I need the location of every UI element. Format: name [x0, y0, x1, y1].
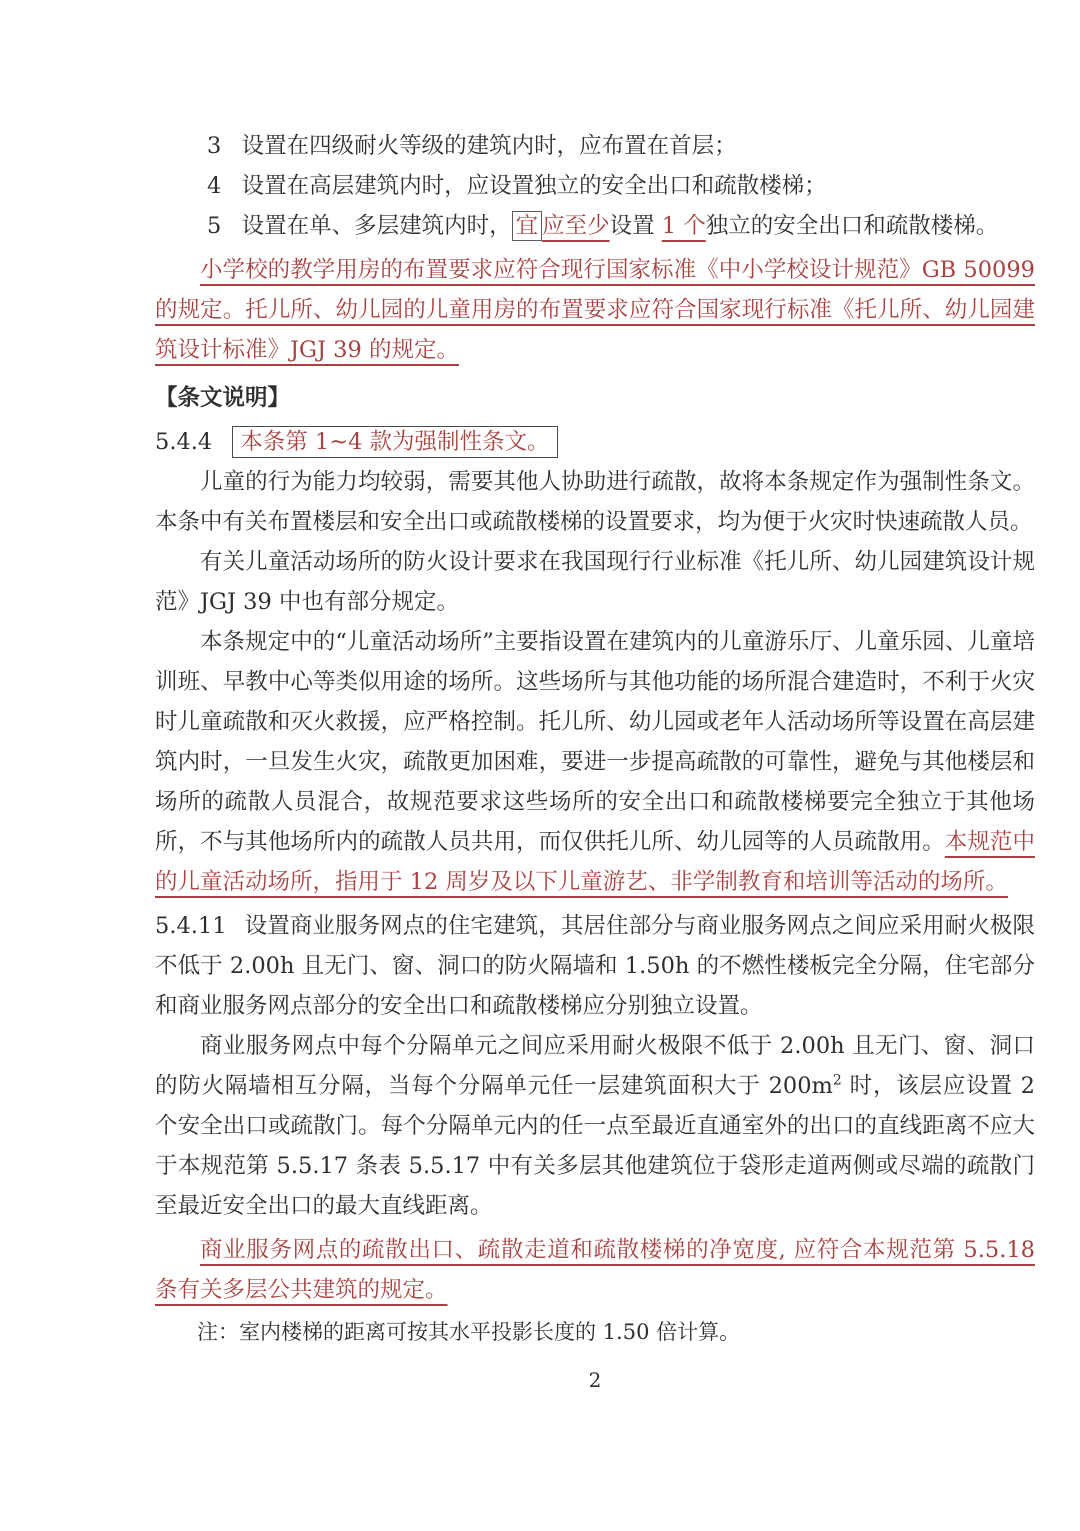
item-number: 4	[207, 173, 222, 199]
clause-text: 设置商业服务网点的住宅建筑，其居住部分与商业服务网点之间应采用耐火极限不低于 2.00h 且无门、窗、洞口的防火隔墙和 1.50h 的不燃性楼板完全分隔，住宅部分和商业服务网点部分的安全出口和疏散楼梯应分别独立设置。	[155, 913, 1035, 1019]
item-text: 独立的安全出口和疏散楼梯。	[705, 213, 999, 239]
body-text: 有关儿童活动场所的防火设计要求在我国现行行业标准《托儿所、幼儿园建筑设计规范》JGJ 39 中也有部分规定。	[155, 549, 1035, 615]
list-item-3	[155, 126, 1035, 166]
item-text: 设置	[609, 213, 662, 239]
clause-5-4-4	[155, 422, 1035, 462]
revision-text: 本规范中的儿童活动场所，指用于 12 周岁及以下儿童游艺、非学制教育和培训等活动的场所。	[155, 829, 1035, 895]
deleted-term-boxed: 宜	[512, 211, 543, 241]
clause-5-4-11	[155, 906, 1035, 1026]
item-text: 设置在单、多层建筑内时，	[241, 213, 512, 239]
list-item-4	[155, 166, 1035, 206]
item-number: 5	[207, 213, 222, 239]
superscript: 2	[832, 1072, 842, 1089]
revision-paragraph-school	[155, 250, 1035, 370]
revision-paragraph-width	[155, 1230, 1035, 1310]
list-item-5	[155, 206, 1035, 246]
explanation-paragraph-children-ability	[155, 462, 1035, 542]
item-text: 设置在四级耐火等级的建筑内时，应布置在首层；	[241, 133, 737, 159]
body-text: 商业服务网点中每个分隔单元之间应采用耐火极限不低于 2.00h 且无门、窗、洞口的防火隔墙相互分隔，当每个分隔单元任一层建筑面积大于 200m	[155, 1033, 1035, 1099]
document-content	[155, 126, 1035, 1352]
page-number: 2	[588, 1368, 602, 1392]
note-text: 注：室内楼梯的距离可按其水平投影长度的 1.50 倍计算。	[197, 1320, 741, 1344]
revision-text: 小学校的教学用房的布置要求应符合现行国家标准《中小学校设计规范》GB 50099 的规定。托儿所、幼儿园的儿童用房的布置要求应符合国家现行标准《托儿所、幼儿园建筑设计标准》JGJ 39 的规定。	[155, 257, 1035, 363]
body-text: 儿童的行为能力均较弱，需要其他人协助进行疏散，故将本条规定作为强制性条文。本条中有关布置楼层和安全出口或疏散楼梯的设置要求，均为便于火灾时快速疏散人员。	[155, 469, 1035, 535]
revision-text: 商业服务网点的疏散出口、疏散走道和疏散楼梯的净宽度, 应符合本规范第 5.5.18 条有关多层公共建筑的规定。	[155, 1237, 1035, 1303]
section-heading-explanation	[155, 378, 1035, 418]
explanation-paragraph-children-places	[155, 622, 1035, 902]
explanation-paragraph-commercial-units	[155, 1026, 1035, 1226]
clause-number: 5.4.4	[155, 429, 213, 455]
clause-number: 5.4.11	[155, 913, 227, 939]
revision-text: 应至少	[542, 213, 610, 239]
revision-text: 1 个	[661, 213, 706, 239]
item-text: 设置在高层建筑内时，应设置独立的安全出口和疏散楼梯；	[241, 173, 827, 199]
note-paragraph	[155, 1312, 1035, 1352]
explanation-paragraph-jgj39	[155, 542, 1035, 622]
body-text: 时，该层应设置 2 个安全出口或疏散门。每个分隔单元内的任一点至最近直通室外的出口的直线距离不应大于本规范第 5.5.17 条表 5.5.17 中有关多层其他建筑位于袋形走道两侧或尽端的疏散门至最近安全出口的最大直线距离。	[155, 1073, 1035, 1219]
item-number: 3	[207, 133, 222, 159]
mandatory-clause-note-boxed: 本条第 1~4 款为强制性条文。	[232, 426, 557, 458]
heading-text: 【条文说明】	[155, 385, 291, 411]
body-text: 本条规定中的“儿童活动场所”主要指设置在建筑内的儿童游乐厅、儿童乐园、儿童培训班、早教中心等类似用途的场所。这些场所与其他功能的场所混合建造时，不利于火灾时儿童疏散和灭火救援，应严格控制。托儿所、幼儿园或老年人活动场所等设置在高层建筑内时，一旦发生火灾，疏散更加困难，要进一步提高疏散的可靠性，避免与其他楼层和场所的疏散人员混合，故规范要求这些场所的安全出口和疏散楼梯要完全独立于其他场所，不与其他场所内的疏散人员共用，而仅供托儿所、幼儿园等的人员疏散用。	[155, 629, 1035, 855]
